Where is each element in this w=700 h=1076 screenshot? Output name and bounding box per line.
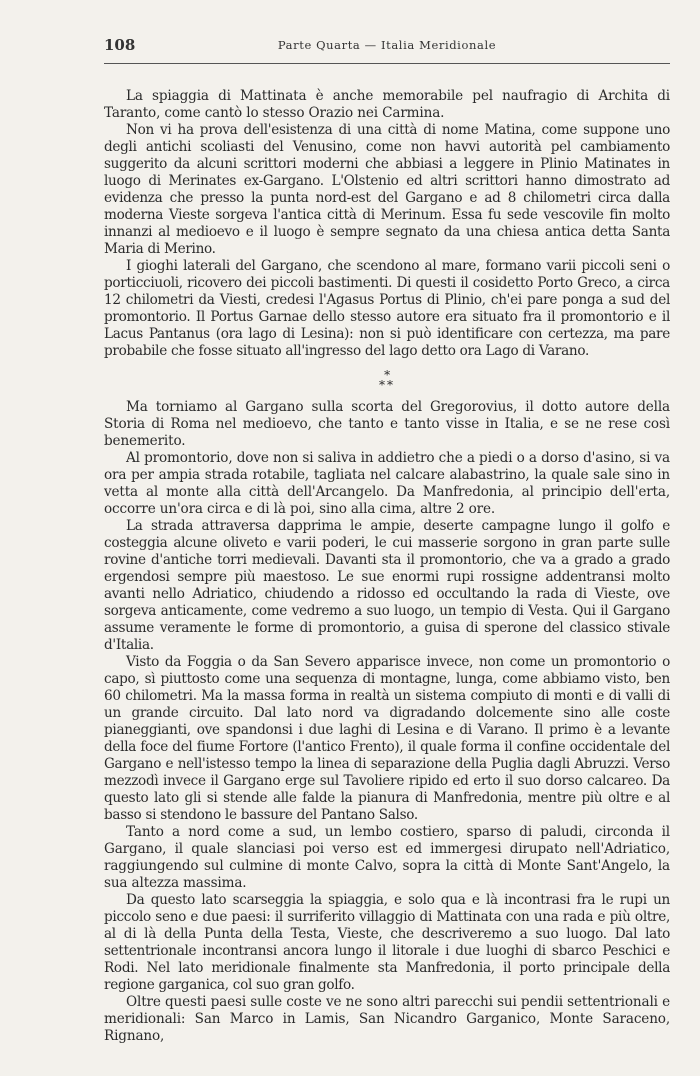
paragraph-matina: Non vi ha prova dell'esistenza di una città di nome Matina, come suppone uno degli antichi scoliasti del Venusino, come non havvi autorità pel cambiamento suggerito da alcuni scrittori moderni che abbiasi a leggere in Plinio Matinates in luogo di Merinates ex-Gargano. L'Olstenio ed altri scrittori hanno dimostrato ad evidenza che presso la punta nord-est del Gargano e ad 8 chilometri circa dalla moderna Vieste sorgeva l'antica città di Merinum. Essa fu sede vescovile fin molto innanzi al medioevo e il luogo è sempre segnato da una chiesa antica detta Santa Maria di Merino.	[104, 122, 670, 257]
paragraph-promontorio: Al promontorio, dove non si saliva in addietro che a piedi o a dorso d'asino, si va ora per ampia strada rotabile, tagliata nel calcare alabastrino, la quale sale sino in vetta al monte alla città dell'Arcangelo. Da Manfredonia, al principio dell'erta, occorre un'ora circa e di là poi, sino alla cima, altre 2 ore.	[104, 450, 670, 517]
paragraph-nord-sud: Tanto a nord come a sud, un lembo costiero, sparso di paludi, circonda il Gargano, il quale slanciasi poi verso est ed immergesi dirupato nell'Adriatico, raggiungendo sul culmine di monte Calvo, sopra la città di Monte Sant'Angelo, la sua altezza massima.	[104, 824, 670, 891]
separator-star-right: *	[387, 378, 395, 392]
header-rule	[104, 63, 670, 64]
page-number: 108	[104, 36, 136, 54]
paragraph-spiaggia: Da questo lato scarseggia la spiaggia, e solo qua e là incontrasi fra le rupi un piccolo seno e due paesi: il surriferito villaggio di Mattinata con una rada e più oltre, al di là della Punta della Testa, Vieste, che descriveremo a suo luogo. Dal lato settentrionale incontransi ancora lungo il litorale i due luoghi di sbarco Peschici e Rodi. Nel lato meridionale finalmente sta Manfredonia, il porto principale della regione garganica, col suo gran golfo.	[104, 892, 670, 993]
page-header	[104, 36, 670, 58]
section-separator	[104, 367, 670, 397]
paragraph-foggia: Visto da Foggia o da San Severo apparisce invece, non come un promontorio o capo, sì piuttosto come una sequenza di montagne, lunga, come abbiamo visto, ben 60 chilometri. Ma la massa forma in realtà un sistema compiuto di monti e di valli di un grande circuito. Dal lato nord va digradando dolcemente sino alle coste pianeggianti, ove spandonsi i due laghi di Lesina e di Varano. Il primo è a levante della foce del fiume Fortore (l'antico Frento), il quale forma il confine occidentale del Gargano e nell'istesso tempo la linea di separazione della Puglia dagli Abruzzi. Verso mezzodì invece il Gargano erge sul Tavoliere ripido ed erto il suo dorso calcareo. Da questo lato gli si stende alle falde la pianura di Manfredonia, mentre più oltre e al basso si stendono le bassure del Pantano Salso.	[104, 654, 670, 823]
paragraph-gregorovius: Ma torniamo al Gargano sulla scorta del Gregorovius, il dotto autore della Storia di Roma nel medioevo, che tanto e tanto visse in Italia, e se ne rese così benemerito.	[104, 399, 670, 449]
paragraph-strada: La strada attraversa dapprima le ampie, deserte campagne lungo il golfo e costeggia alcune oliveto e varii poderi, le cui masserie sorgono in gran parte sulle rovine d'antiche torri medievali. Davanti sta il promontorio, che va a grado a grado ergendosi sempre più maestoso. Le sue enormi rupi rossigne addentransi molto avanti nello Adriatico, chiudendo a ridosso ed occultando la rada di Vieste, ove sorgeva anticamente, come vedremo a suo luogo, un tempio di Vesta. Qui il Gargano assume veramente le forme di promontorio, a guisa di sperone del classico stivale d'Italia.	[104, 518, 670, 653]
body-text	[104, 88, 670, 1045]
separator-stars-bottom	[104, 379, 670, 391]
separator-star-left: *	[379, 378, 387, 392]
paragraph-mattinata: La spiaggia di Mattinata è anche memorabile pel naufragio di Archita di Taranto, come cantò lo stesso Orazio nei Carmina.	[104, 88, 670, 121]
paragraph-paesi: Oltre questi paesi sulle coste ve ne sono altri parecchi sui pendii settentrionali e meridionali: San Marco in Lamis, San Nicandro Garganico, Monte Saraceno, Rignano,	[104, 994, 670, 1044]
separator-star-top: *	[384, 368, 390, 382]
running-head: Parte Quarta — Italia Meridionale	[277, 38, 497, 52]
paragraph-gioghi: I gioghi laterali del Gargano, che scendono al mare, formano varii piccoli seni o porticciuoli, ricovero dei piccoli bastimenti. Di questi il cosidetto Porto Greco, a circa 12 chilometri da Viesti, credesi l'Agasus Portus di Plinio, ch'ei pare ponga a sud del promontorio. Il Portus Garnae dello stesso autore era situato fra il promontorio e il Lacus Pantanus (ora lago di Lesina): non si può identificare con certezza, ma pare probabile che fosse situato all'ingresso del lago detto ora Lago di Varano.	[104, 258, 670, 359]
